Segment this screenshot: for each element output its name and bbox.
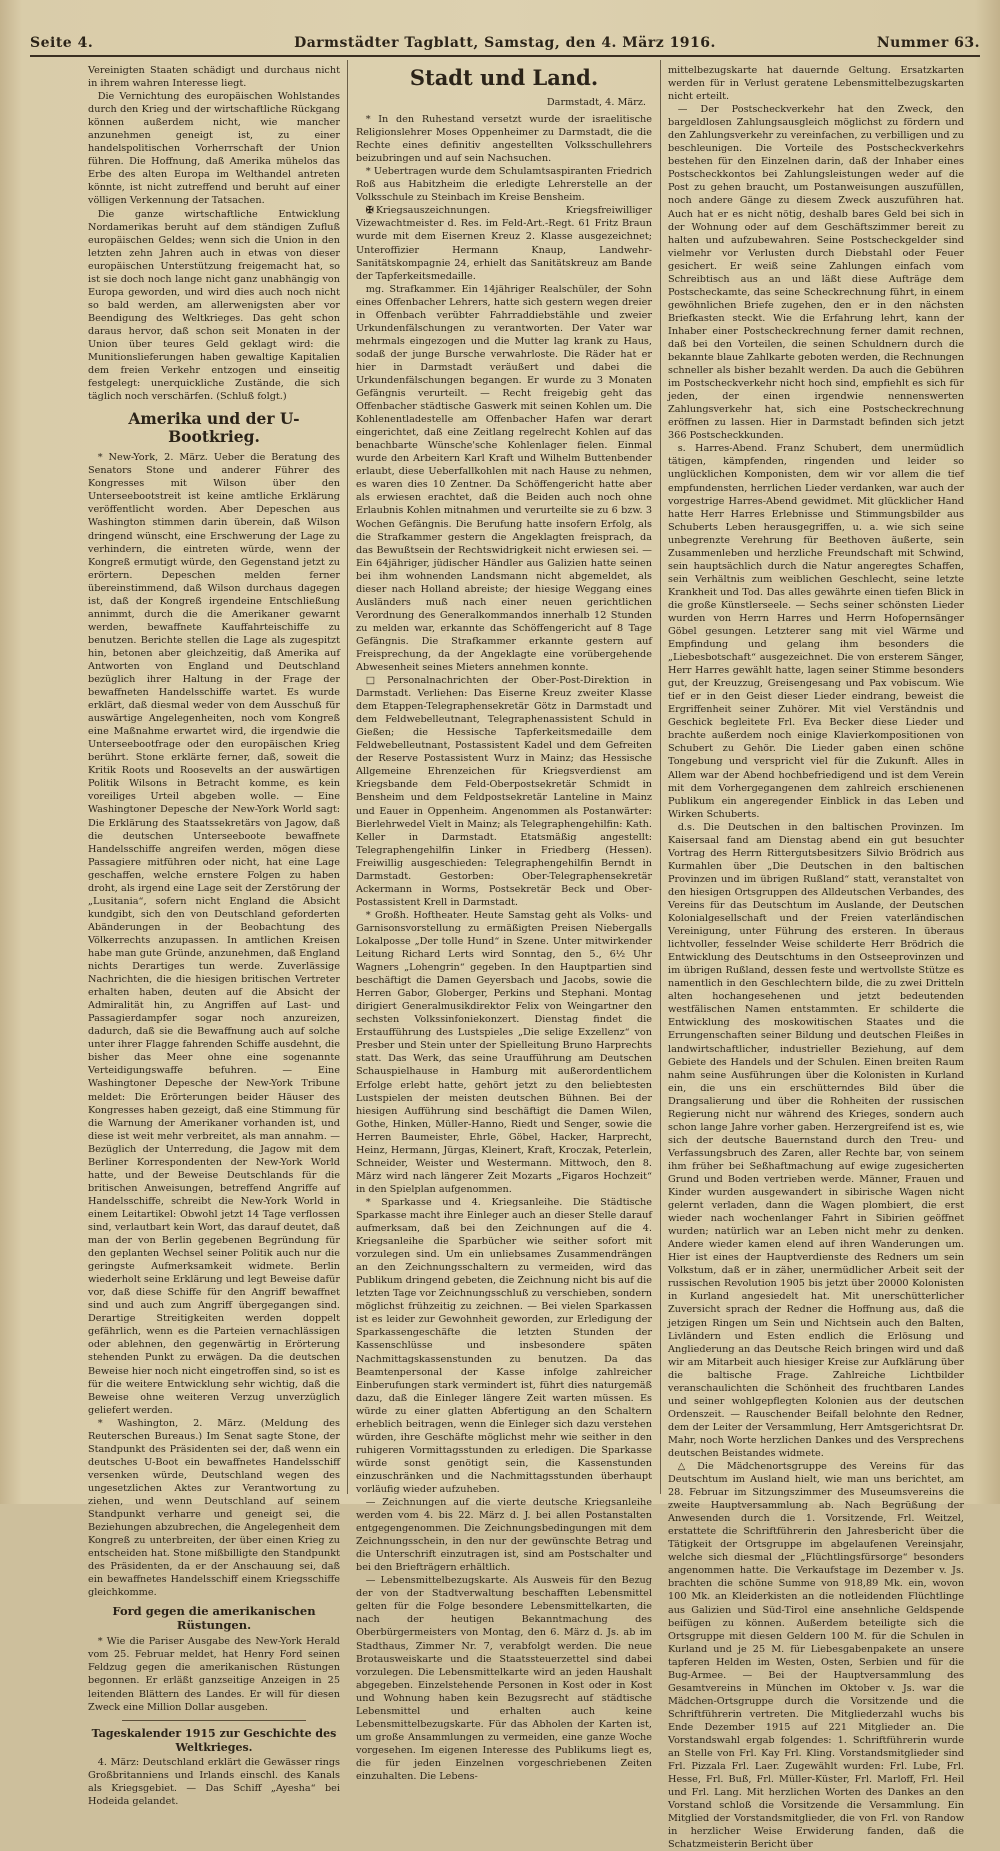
article-paragraph: * Wie die Pariser Ausgabe des New-York Herald vom 25. Februar meldet, hat Henry Ford seinen Feldzug gegen die amerikanischen Rüstungen begonnen. Er erläßt ganzseitige Anzeigen in 25 leitenden Blättern des Landes. Er will für diesen Zweck eine Million Dollar ausgeben. — [88, 1636, 340, 1713]
news-item — [668, 1460, 964, 1851]
news-item — [356, 674, 652, 909]
square-icon: □ — [365, 675, 386, 687]
news-item — [356, 204, 652, 282]
article-paragraph: Vereinigten Staaten schädigt und durchaus nicht in ihrem wahren Interesse liegt. — [88, 65, 340, 90]
separator-line — [122, 1720, 306, 1721]
news-item-text: Personalnachrichten der Ober-Post-Direktion in Darmstadt. Verliehen: Das Eiserne Kreuz zweiter Klasse dem Etappen-Telegraphensekretär Götz in Darmstadt und dem Feldwebelleutnant, Telegraphenassistent Schuld in Gießen; die Hessische Tapferkeitsmedaille dem Feldwebelleutnant, Postassistent Kadel und dem Gefreiten der Reserve Postassistent Wurz in Mainz; das Hessische Allgemeine Ehrenzeichen für Kriegsverdienst am Kriegsbande dem Feld-Oberpostsekretär Schmidt in Bensheim und dem Feldpostsekretär Lanteline in Mainz und Eauer in Oppenheim. Angenommen als Postanwärter: Bierlehrwedel Vielt in Mainz; als Telegraphengehilfin: Kath. Keller in Darmstadt. Etatsmäßig angestellt: Telegraphengehilfin Linker in Friedberg (Hessen). Freiwillig ausgeschieden: Telegraphengehilfin Berndt in Darmstadt. Gestorben: Ober-Telegraphensekretär Ackermann in Worms, Postsekretär Beck und Ober-Postassistent Krell in Darmstadt. — [356, 675, 653, 908]
issue-number: Nummer 63. — [876, 35, 980, 51]
news-item: mittelbezugskarte hat dauernde Geltung. Ersatzkarten werden für in Verlust geratene Lebensmittelbezugskarten nicht erteilt. — [668, 65, 964, 103]
news-item: — Der Postscheckverkehr hat den Zweck, den bargeldlosen Zahlungsausgleich möglichst zu fördern und den Zahlungsverkehr zu vereinfachen, zu verbilligen und zu beschleunigen. Die Vorteile des Postscheckverkehrs bestehen für den Einzelnen darin, daß der Inhaber eines Postscheckkontos bei Zahlungsleistungen weder auf die Post zu gehen braucht, um Postanweisungen auszufüllen, noch andere Gänge zu diesem Zweck auszuführen hat. Auch hat er es nicht nötig, deshalb bares Geld bei sich in der Wohnung oder auf dem Geschäftszimmer bereit zu halten und aufzubewahren. Seine Postscheckgelder sind vielmehr vor Verlusten durch Diebstahl oder Feuer gesichert. Er weiß seine Zahlungen einfach vom Schreibtisch aus an und läßt diese Aufträge dem Postscheckamte, das seine Scheckrechnung führt, in einem gewöhnlichen Briefe zugehen, den er in den nächsten Briefkasten steckt. Wie die Erfahrung lehrt, kann der Inhaber einer Postscheckrechnung ferner damit rechnen, daß bei den Vorteilen, die seinen Schuldnern durch die bekannte blaue Zahlkarte geboten werden, die Rechnungen schneller als bisher bezahlt werden. Da auch die Gebühren im Postscheckverkehr nicht hoch sind, empfiehlt es sich für jeden, der einen irgendwie nennenswerten Zahlungsverkehr hat, sich eine Postscheckrechnung eröffnen zu lassen. Hier in Darmstadt befinden sich jetzt 366 Postscheckkunden. — [668, 104, 964, 442]
page-header — [30, 29, 980, 57]
article-paragraph: Die Vernichtung des europäischen Wohlstandes durch den Krieg und der wirtschaftliche Rückgang können außerdem nicht, wie mancher anzunehmen geneigt ist, zu einer handelspolitischen Vorherrschaft der Union führen. Die Hoffnung, daß Amerika mühelos das Erbe des alten Europa im Welthandel antreten könnte, ist nicht zutreffend und beruht auf einer völligen Verkennung der Tatsachen. — [88, 91, 340, 207]
headline-tageskalender: Tageskalender 1915 zur Geschichte des Weltkrieges. — [91, 1726, 337, 1754]
news-item: mg. Strafkammer. Ein 14jähriger Realschüler, der Sohn eines Offenbacher Lehrers, hatte sich gestern wegen dreier in Offenbach verübter Fahrraddiebstähle und zweier Urkundenfälschungen zu verantworten. Der Vater war mehrmals eingezogen und die Mutter lag krank zu Haus, sodaß der junge Bursche verwahrloste. Die Räder hat er hier in Darmstadt veräußert und dabei die Urkundenfälschungen begangen. Er wurde zu 3 Monaten Gefängnis verurteilt. — Recht freigebig geht das Offenbacher städtische Gaswerk mit seinen Kohlen um. Die Kohlenentladestelle am Offenbacher Hafen war derart eingerichtet, daß eine Zeitlang regelrecht Kohlen auf das benachbarte Wünsche'sche Kohlenlager fielen. Einmal wurde den Arbeitern Karl Kraft und Wilhelm Buttenbender erlaubt, diese Ueberfallkohlen mit nach Hause zu nehmen, es waren dies 10 Zentner. Da Schöffengericht hatte aber als erwiesen erachtet, daß die Beiden auch noch ohne Erlaubnis Kohlen mitnahmen und verurteilte sie zu 6 bzw. 3 Wochen Gefängnis. Die Berufung hatte insofern Erfolg, als die Strafkammer gestern die Angeklagten freisprach, da das Bewußtsein der Rechtswidrigkeit nicht erwiesen sei. — Ein 64jähriger, jüdischer Händler aus Galizien hatte seinen bei ihm wohnenden Landsmann nicht abgemeldet, als dieser nach Holland abreiste; der hiesige Weggang eines Ausländers muß nach einer neuen gerichtlichen Verordnung des Generalkommandos innerhalb 12 Stunden zu melden war, erkannte das Schöffengericht auf 8 Tage Gefängnis. Die Strafkammer erkannte gestern auf Freisprechung, da der Angeklagte eine vorübergehende Abwesenheit seines Mieters annehmen konnte. — [356, 283, 652, 674]
dateline: Darmstadt, 4. März. — [546, 97, 646, 108]
news-item: — Lebensmittelbezugskarte. Als Ausweis für den Bezug der von der Stadtverwaltung beschafften Lebensmittel gelten für die Folge besondere Lebensmittelkarten, die nach der heutigen Bekanntmachung des Oberbürgermeisters von Montag, den 6. März d. Js. ab im Stadthaus, Zimmer Nr. 7, verabfolgt werden. Die neue Brotausweiskarte und die Staatssteuerzettel sind dabei vorzulegen. Die Lebensmittelkarte wird an jeden Haushalt abgegeben. Einzelstehende Personen in Kost oder in Kost und Wohnung haben kein Bezugsrecht auf städtische Lebensmittel und erhalten auch keine Lebensmittelbezugskarte. Für das Abholen der Karten ist, um große Ansammlungen zu vermeiden, eine ganze Woche vorgesehen. Im eigenen Interesse des Publikums liegt es, die für jeden Einzelnen vorgeschriebenen Zeiten einzuhalten. Die Lebens- — [356, 1575, 652, 1782]
column-left — [88, 64, 340, 1807]
news-item: * Sparkasse und 4. Kriegsanleihe. Die Städtische Sparkasse macht ihre Einleger auch an dieser Stelle darauf aufmerksam, daß bei den Zeichnungen auf die 4. Kriegsanleihe die Sparbücher wie seither sofort mit vorzulegen sind. Um ein unliebsames Zusammendrängen an den Zeichnungsschaltern zu vermeiden, wird das Publikum dringend gebeten, die Zeichnung nicht bis auf die letzten Tage vor Zeichnungsschluß zu verschieben, sondern möglichst frühzeitig zu zeichnen. — Bei vielen Sparkassen ist es leider zur Gewohnheit geworden, zur Erledigung der Sparkassengeschäfte die letzten Stunden der Kassenschlüsse und insbesondere späten Nachmittagskassenstunden zu benutzen. Da das Beamtenpersonal der Kasse infolge zahlreicher Einberufungen stark vermindert ist, führt dies naturgemäß dazu, daß die Einleger längere Zeit warten müssen. Es würde zu einer glatten Abfertigung an den Schaltern erheblich beitragen, wenn die Einleger sich dazu verstehen würden, ihre Geschäfte möglichst mehr wie seither in den ruhigeren Vormittagsstunden zu erledigen. Die Sparkasse würde sonst genötigt sein, die Kassenstunden einzuschränken und die Nachmittagsstunden überhaupt vorläufig wieder aufzuheben. — [356, 1196, 652, 1495]
article-paragraph: 4. März: Deutschland erklärt die Gewässer rings Großbritanniens und Irlands einschl. des Kanals als Kriegsgebiet. — Das Schiff „Ayesha“ bei Hodeida gelandet. — [88, 1756, 340, 1807]
section-title: Stadt und Land. — [409, 65, 599, 90]
news-item: d.s. Die Deutschen in den baltischen Provinzen. Im Kaisersaal fand am Dienstag abend ein gut besuchter Vortrag des Herrn Rittergutsbesitzers Silvio Brödrich aus Kurmahlen über „Die Deutschen in den baltischen Provinzen und im übrigen Rußland“ statt, veranstaltet von den hiesigen Ortsgruppen des Alldeutschen Verbandes, des Vereins für das Deutschtum im Auslande, der Deutschen Kolonialgesellschaft und der Freien vaterländischen Vereinigung, unter Führung des ersteren. In überaus lichtvoller, fesselnder Weise schilderte Herr Brödrich die Entwicklung des Deutschtums in den Ostseeprovinzen und im übrigen Rußland, dessen feste und wertvollste Stütze es namentlich in den Geschlechtern bilde, die zu zwei Dritteln alten hochangesehenen und jetzt bedeutenden westfälischen Namen entstammten. Er schilderte die Entwicklung des moskowitischen Staates und die Errungenschaften seiner Bildung und deutschen Fleißes in landwirtschaftlicher, industrieller Beziehung, auf dem Gebiete des Handels und der Schulen. Einen breiten Raum nahm seine Ausführungen über die Kolonisten in Kurland ein, die uns ein erschütterndes Bild über die Drangsalierung und über die Rohheiten der russischen Regierung nicht nur während des Krieges, sondern auch schon lange Jahre vorher gaben. Herzergreifend ist es, wie sich der deutsche Bauernstand durch den Treu- und Verfassungsbruch des Zaren, aller Rechte bar, von seinem ihm früher bei Seßhaftmachung auf ewige zugesicherten Grund und Boden vertrieben werde. Männer, Frauen und Kinder wurden ausgewandert in sibirische Wagen nicht gelernt verladen, dann die Wagen plombiert, die erst wieder nach wochenlanger Fahrt in Sibirien geöffnet wurden; natürlich war an Leben nicht mehr zu denken. Andere wieder kamen elend auf ihren Wanderungen um. Hier ist eines der Hauptverdienste des Redners um sein Volkstum, daß er in zäher, unermüdlicher Arbeit seit der russischen Revolution 1905 bis jetzt über 20000 Kolonisten in Kurland angesiedelt hat. Mit unerschütterlicher Zuversicht sprach der Redner die Hoffnung aus, daß die jetzigen Ringen um Sein und Nichtsein auch den Balten, Livländern und Esten endlich die Erlösung und Angliederung an das Deutsche Reich bringen wird und daß wir am Mitarbeit auch hiesiger Kreise zur Aufklärung über die baltische Frage. Zahlreiche Lichtbilder veranschaulichten die Schönheit des fruchtbaren Landes und seiner wohlgepflegten Kolonien aus der deutschen Ordenszeit. — Rauschender Beifall belohnte den Redner, dem der Leiter der Versammlung, Herr Amtsgerichtsrat Dr. Mahr, noch Worte herzlichen Dankes und des Versprechens deutschen Beistandes widmete. — [668, 821, 964, 1459]
article-paragraph: Die ganze wirtschaftliche Entwicklung Nordamerikas beruht auf dem ständigen Zufluß europäischen Geldes; wenn sich die Union in den letzten zehn Jahren auch in etwas von dieser europäischen Unterstützung freigemacht hat, so ist sie doch noch lange nicht ganz unabhängig von Europa geworden, und wird dies auch noch nicht so bald werden, am allerwenigsten aber vor Beendigung des Weltkrieges. Das geht schon daraus hervor, daß schon seit Monaten in der Union über teures Geld geklagt wird: die Munitionslieferungen haben gewaltige Kapitalien dem freien Verkehr entzogen und einseitig festgelegt: unerquickliche Zustände, die sich täglich noch verschärfen. (Schluß folgt.) — [88, 208, 340, 403]
news-item-text: Die Mädchenortsgruppe des Vereins für das Deutschtum im Ausland hielt, wie man uns berichtet, am 28. Februar im Sitzungszimmer des Museumsvereins die zweite Hauptversammlung ab. Nach Begrüßung der Anwesenden durch die 1. Vorsitzende, Frl. Weitzel, erstattete die Schriftführerin den Jahresbericht über die Tätigkeit der Ortsgruppe im abgelaufenen Vereinsjahr, welche sich diesmal der „Flüchtlingsfürsorge“ besonders angenommen hatte. Die Verkaufstage im Dezember v. Js. brachten die schöne Summe von 918,89 Mk. ein, wovon 100 Mk. an Kleiderkisten an die notleidenden Flüchtlinge aus Galizien und Süd-Tirol eine ansehnliche Geldspende beifügen zu können. Außerdem beteiligte sich die Ortsgruppe mit diesen Geldern 100 M. für die Schulen in Kurland und je 25 M. für Liebesgabenpakete an unsere tapferen Helden im Westen, Osten, Serbien und für die Bug-Armee. — Bei der Hauptversammlung des Gesamtvereins in München im Oktober v. Js. war die Mädchen-Ortsgruppe durch die Vorsitzende und die Schriftführerin vertreten. Die Mitgliederzahl wuchs bis Ende Dezember 1915 auf 221 Mitglieder an. Die Vorstandswahl ergab folgendes: 1. Schriftführerin wurde an Stelle von Frl. Kay Frl. Kling. Vorstandsmitglieder sind Frl. Pizzala Frl. Laer. Zugewählt wurden: Frl. Lube, Frl. Hesse, Frl. Buß, Frl. Müller-Küster, Frl. Marloff, Frl. Heil und Frl. Lang. Mit herzlichen Worten des Dankes an den Vorstand schloß die Vorsitzende die Versammlung. Ein Mitglied der Vorstandsmitglieder, die von Frl. von Randow in herzlicher Weise Erwiderung fanden, daß die Schatzmeisterin Bericht über — [668, 1461, 964, 1851]
article-paragraph: * Washington, 2. März. (Meldung des Reuterschen Bureaus.) Im Senat sagte Stone, der Standpunkt des Präsidenten sei der, daß wenn ein deutsches U-Boot ein bewaffnetes Handelsschiff versenken würde, Deutschland wegen des ungesetzlichen Aktes zur Verantwortung zu ziehen, und wenn Deutschland auf seinem Standpunkt verharre und geneigt sei, die Beziehungen abzubrechen, die Angelegenheit dem Kongreß zu unterbreiten, der über einen Krieg zu entscheiden hat. Stone mißbilligte den Standpunkt des Präsidenten, da er der Anschauung sei, daß ein bewaffnetes Handelsschiff einem Kriegsschiffe gleichkomme. — [88, 1417, 340, 1599]
masthead-line: Darmstädter Tagblatt, Samstag, den 4. März 1916. — [294, 35, 716, 51]
article-paragraph: * New-York, 2. März. Ueber die Beratung des Senators Stone und anderer Führer des Kongresses mit Wilson über den Unterseebootstreit ist keine amtliche Erklärung veröffentlicht worden. Aber Depeschen aus Washington stimmen darin überein, daß Wilson dringend wünscht, eine Erschwerung der Lage zu verhindern, die eintreten würde, wenn der Kongreß ermutigt würde, den Gegenstand jetzt zu erörtern. Depeschen melden ferner übereinstimmend, daß Wilson durchaus dagegen ist, daß der Kongreß irgendeine Entschließung annimmt, durch die die Amerikaner gewarnt werden, bewaffnete Kauffahrteischiffe zu benutzen. Berichte stellen die Lage als zugespitzt hin, betonen aber gleichzeitig, daß Amerika auf Antworten von England und Deutschland bezüglich ihrer Haltung in der Frage der bewaffneten Handelsschiffe wartet. Es wurde erklärt, daß diesmal weder von dem Ausschuß für auswärtige Angelegenheiten, noch vom Kongreß eine Maßnahme erwartet wird, die irgendwie die Unterseebootfrage oder den europäischen Krieg berührt. Stone erklärte ferner, daß, soweit die Kritik Roots und Roosevelts an der auswärtigen Politik Wilsons in Betracht komme, es kein voreiliges Urteil abgeben wolle. — Eine Washingtoner Depesche der New-York World sagt: Die Erklärung des Staatssekretärs von Jagow, daß die deutschen Unterseeboote bewaffnete Handelsschiffe angreifen werden, mögen diese Passagiere mitführen oder nicht, hat eine Lage geschaffen, welche ernstere Folgen zu haben droht, als irgend eine Lage seit der Zerstörung der „Lusitania“, sofern nicht England die Absicht kundgibt, sich den von Deutschland geforderten Abänderungen in der Beobachtung des Völkerrechts anzupassen. In amtlichen Kreisen habe man gute Gründe, anzunehmen, daß England nichts Derartiges tun werde. Zuverlässige Nachrichten, die die hiesigen britischen Vertreter erhalten haben, deuten auf die Absicht der Admiralität hin, zu Angriffen auf Last- und Passagierdampfer sogar noch anzureizen, dadurch, daß sie die Bewaffnung auch auf solche unter ihrer Flagge fahrenden Schiffe ausdehnt, die bisher das Meer ohne eine sogenannte Verteidigungswaffe befuhren. — Eine Washingtoner Depesche der New-York Tribune meldet: Die Erörterungen beider Häuser des Kongresses haben gezeigt, daß eine Stimmung für die Warnung der Amerikaner vorhanden ist, und diese ist weit mehr verbreitet, als man annahm. — Bezüglich der Unterredung, die Jagow mit dem Berliner Korrespondenten der New-York World hatte, und der Beweise Deutschlands für die britischen Anweisungen, betreffend Angriffe auf Handelsschiffe, schreibt die New-York World in einem Leitartikel: Obwohl jetzt 14 Tage verflossen sind, verlautbart kein Wort, das darauf deutet, daß man der von Berlin gegebenen Begründung für den geplanten Wechsel seiner Politik auch nur die geringste Aufmerksamkeit widmete. Berlin wiederholt seine Erklärung und legt Beweise dafür vor, daß diese Schiffe für den Angriff bewaffnet sind und auch zum Angriff übergegangen sind. Derartige Streitigkeiten werden doppelt gefährlich, wenn es die Parteien vernachlässigen oder ablehnen, den gegenwärtig in Erörterung stehenden Punkt zu erwägen. Da die deutschen Beweise hier noch nicht eingetroffen sind, so ist es für die weitere Entwicklung sehr wichtig, daß die Beweise ohne weiteren Verzug unverzüglich geliefert werden. — [88, 452, 340, 1416]
news-item: s. Harres-Abend. Franz Schubert, dem unermüdlich tätigen, kämpfenden, ringenden und leider so unglücklichen Komponisten, dem wir vor allem die tief empfundensten, herrlichen Lieder verdanken, war auch der vorgestrige Harres-Abend gewidmet. Mit glücklicher Hand hatte Herr Harres Erlebnisse und Stimmungsbilder aus Schuberts Leben herausgegriffen, u. a. wie sich seine unbegrenzte Verehrung für Beethoven äußerte, sein Zusammenleben und herzliche Freundschaft mit Schwind, sein hauptsächlich durch die Natur angeregtes Schaffen, sein Verhältnis zum weiblichen Geschlecht, seine letzte Krankheit und Tod. Das alles gewährte einen tiefen Blick in die große Künstlerseele. — Sechs seiner schönsten Lieder wurden von Herrn Harres und Herrn Hofopernsänger Göbel gesungen. Letzterer sang mit viel Wärme und Empfindung und gelang ihm besonders die „Liebesbotschaft“ ausgezeichnet. Die von ersterem Sänger, Herr Harres gewählt hatte, lagen seiner Stimme besonders gut, der Kreuzzug, Greisengesang und Pax vobiscum. Wie tief er in den Geist dieser Lieder eindrang, beweist die Ergriffenheit seiner Zuhörer. Mit viel Verständnis und Geschick begleitete Frl. Eva Becker diese Lieder und brachte außerdem noch einige Klavierkompositionen von Schubert zu Gehör. Die Lieder gaben einen schöne Tongebung und verspricht viel für die Zukunft. Alles in Allem war der Abend hochbefriedigend und ist dem Verein mit dem Vorhergegangenen dem zahlreich erschienenen Publikum ein angeregender Einblick in das Leben und Wirken Schuberts. — [668, 443, 964, 820]
news-item: * In den Ruhestand versetzt wurde der israelitische Religionslehrer Moses Oppenheimer zu Darmstadt, die die Rechte eines definitiv angestellten Volksschullehrers beizubringen und auf sein Nachsuchen. — [356, 114, 652, 165]
triangle-icon: △ — [677, 1461, 696, 1473]
news-item: — Zeichnungen auf die vierte deutsche Kriegsanleihe werden vom 4. bis 22. März d. J. bei allen Postanstalten entgegengenommen. Die Zeichnungsbedingungen mit dem Zeichnungsschein, in den nur der gewünschte Betrag und die Unterschrift einzutragen ist, sind am Postschalter und bei den Briefträgern erhältlich. — [356, 1497, 652, 1574]
news-item: * Großh. Hoftheater. Heute Samstag geht als Volks- und Garnisonsvorstellung zu ermäßigten Preisen Niebergalls Lokalposse „Der tolle Hund“ in Szene. Unter mitwirkender Leitung Richard Lerts wird Sonntag, den 5., 6½ Uhr Wagners „Lohengrin“ gegeben. In den Hauptpartien sind beschäftigt die Damen Geyersbach und Jacobs, sowie die Herren Gabor, Globerger, Perkins und Stephani. Montag dirigiert Generalmusikdirektor Felix von Weingartner den sechsten Volkssinfoniekonzert. Dienstag findet die Erstaufführung des Lustspieles „Die selige Exzellenz“ von Presber und Stein unter der Spielleitung Bruno Harprechts statt. Das Werk, das seine Uraufführung am Deutschen Schauspielhause in Hamburg mit außerordentlichem Erfolge erlebt hatte, gehört jetzt zu den beliebtesten Lustspielen der meisten deutschen Bühnen. Bei der hiesigen Aufführung sind beschäftigt die Damen Wilen, Gothe, Hinken, Müller-Hanno, Riedt und Senger, sowie die Herren Baumeister, Ehrle, Göbel, Hacker, Harprecht, Heinz, Hermann, Jürgas, Kleinert, Kraft, Kroczak, Peterlein, Schneider, Weister und Westermann. Mittwoch, den 8. März wird nach längerer Zeit Mozarts „Figaros Hochzeit“ in den Spielplan aufgenommen. — [356, 909, 652, 1195]
headline-ford: Ford gegen die amerikanischen Rüstungen. — [112, 1604, 316, 1633]
column-middle — [356, 64, 653, 1782]
headline-amerika: Amerika und der U-Bootkrieg. — [128, 409, 300, 447]
column-right — [668, 64, 964, 1851]
news-item-text: Kriegsauszeichnungen. Kriegsfreiwilliger Vizewachtmeister d. Res. im Feld-Art.-Regt. 61 Fritz Braun wurde mit dem Eisernen Kreuz 2. Klasse ausgezeichnet; Unteroffizier Hermann Knaup, Landwehr-Sanitätskompagnie 24, erhielt das Sanitätskreuz am Bande der Tapferkeitsmedaille. — [356, 205, 652, 282]
news-item: * Uebertragen wurde dem Schulamtsaspiranten Friedrich Roß aus Habitzheim die erledigte Lehrerstelle an der Volksschule zu Steinbach im Kreise Bensheim. — [356, 166, 652, 204]
page-number: Seite 4. — [30, 35, 94, 51]
column-rule — [347, 60, 348, 1494]
column-rule — [660, 60, 661, 1494]
cross-icon: ✠ — [365, 205, 374, 217]
